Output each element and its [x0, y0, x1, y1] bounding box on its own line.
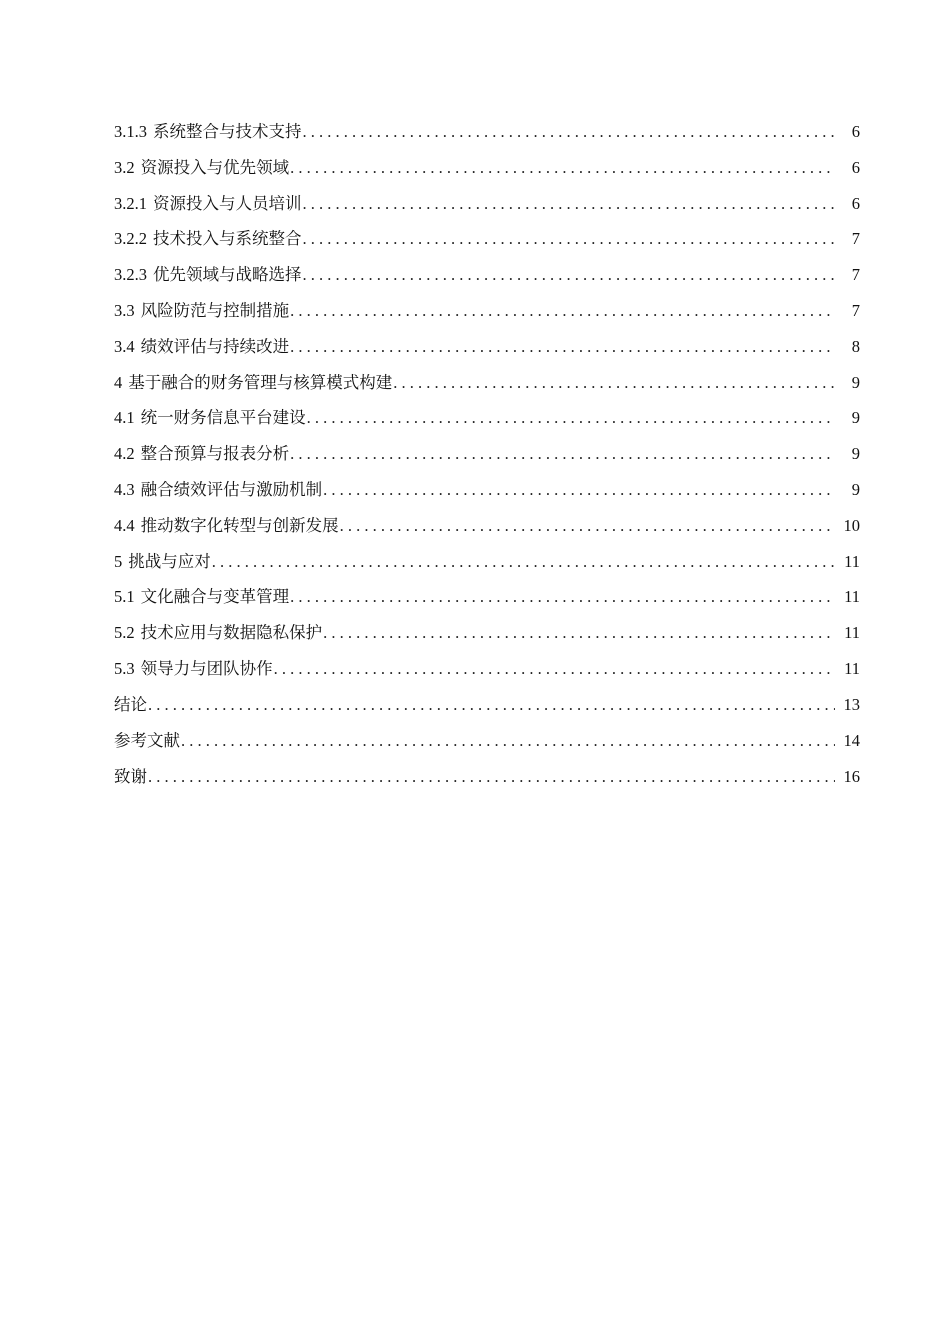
toc-dot-leader	[274, 651, 835, 687]
toc-entry-number: 5.2	[114, 623, 135, 643]
toc-entry-number: 4.3	[114, 479, 135, 499]
toc-dot-leader	[340, 508, 835, 544]
toc-entry-title: 参考文献	[114, 730, 180, 750]
toc-entry-title: 挑战与应对	[128, 551, 211, 571]
toc-entry-number: 4.4	[114, 515, 135, 535]
toc-entry[interactable]	[114, 544, 860, 580]
toc-entry[interactable]	[114, 472, 860, 508]
toc-entry-page: 9	[851, 479, 860, 499]
toc-entry-page: 10	[843, 515, 860, 535]
toc-entry-number: 3.4	[114, 336, 135, 356]
toc-entry-page: 6	[851, 193, 860, 213]
toc-entry-number: 4.1	[114, 408, 135, 428]
toc-entry-title: 资源投入与优先领域	[140, 157, 290, 177]
toc-dot-leader	[290, 150, 835, 186]
toc-entry-page: 7	[851, 229, 860, 249]
toc-dot-leader	[303, 257, 836, 293]
toc-entry-title: 推动数字化转型与创新发展	[140, 515, 339, 535]
toc-entry-title: 基于融合的财务管理与核算模式构建	[128, 372, 393, 392]
toc-entry-title: 技术应用与数据隐私保护	[140, 623, 323, 643]
toc-entry[interactable]	[114, 150, 860, 186]
toc-entry[interactable]	[114, 615, 860, 651]
toc-entry-page: 7	[851, 265, 860, 285]
toc-dot-leader	[303, 114, 836, 150]
toc-dot-leader	[303, 186, 836, 222]
toc-entry-page: 11	[844, 623, 860, 643]
toc-entry-page: 11	[844, 551, 860, 571]
toc-entry-page: 16	[843, 767, 860, 787]
toc-dot-leader	[212, 544, 835, 580]
toc-entry-page: 8	[851, 336, 860, 356]
toc-entry-title: 系统整合与技术支持	[153, 122, 302, 141]
toc-entry-page: 13	[843, 694, 860, 714]
toc-entry-number: 3.3	[114, 300, 135, 320]
toc-entry-title: 优先领域与战略选择	[153, 265, 302, 285]
toc-entry[interactable]	[114, 365, 860, 401]
toc-entry-title: 领导力与团队协作	[140, 658, 273, 678]
toc-entry-number: 4.2	[114, 444, 135, 464]
toc-entry[interactable]	[114, 293, 860, 329]
toc-entry-title: 整合预算与报表分析	[140, 444, 290, 464]
toc-entry-number: 3.2.1	[114, 193, 147, 213]
toc-entry[interactable]	[114, 687, 860, 723]
toc-entry-title: 融合绩效评估与激励机制	[140, 479, 323, 499]
toc-dot-leader	[148, 758, 835, 795]
toc-entry[interactable]	[114, 186, 860, 222]
toc-entry-page: 9	[851, 444, 860, 464]
table-of-contents	[114, 114, 860, 795]
toc-entry-number: 3.2.3	[114, 265, 147, 285]
toc-entry-title: 文化融合与变革管理	[140, 587, 290, 607]
toc-entry-title: 统一财务信息平台建设	[140, 408, 306, 428]
toc-dot-leader	[290, 436, 835, 472]
toc-entry-number: 3.2	[114, 157, 135, 177]
toc-entry[interactable]	[114, 114, 860, 150]
toc-entry-page: 6	[851, 122, 860, 141]
toc-entry-title: 风险防范与控制措施	[140, 300, 290, 320]
toc-entry[interactable]	[114, 329, 860, 365]
toc-entry-number: 5.1	[114, 587, 135, 607]
toc-entry-page: 9	[851, 372, 860, 392]
toc-entry-title: 技术投入与系统整合	[153, 229, 302, 249]
toc-entry-page: 6	[851, 157, 860, 177]
toc-entry-page: 14	[843, 730, 860, 750]
toc-dot-leader	[181, 723, 835, 759]
toc-entry-title: 致谢	[114, 767, 147, 787]
toc-dot-leader	[393, 365, 835, 401]
toc-entry[interactable]	[114, 758, 860, 795]
toc-dot-leader	[290, 579, 835, 615]
toc-dot-leader	[290, 293, 835, 329]
toc-entry-number: 5	[114, 551, 123, 571]
toc-entry[interactable]	[114, 723, 860, 759]
toc-entry-title: 绩效评估与持续改进	[140, 336, 290, 356]
toc-entry-page: 9	[851, 408, 860, 428]
toc-entry[interactable]	[114, 257, 860, 293]
toc-entry-number: 3.2.2	[114, 229, 147, 249]
toc-entry-number: 5.3	[114, 658, 135, 678]
toc-entry-page: 11	[844, 658, 860, 678]
toc-dot-leader	[307, 400, 835, 436]
toc-entry-title: 资源投入与人员培训	[153, 193, 302, 213]
toc-entry-page: 7	[851, 300, 860, 320]
toc-entry[interactable]	[114, 436, 860, 472]
toc-dot-leader	[148, 687, 835, 723]
toc-entry[interactable]	[114, 508, 860, 544]
toc-entry[interactable]	[114, 400, 860, 436]
toc-dot-leader	[303, 221, 836, 257]
toc-entry-number: 4	[114, 372, 123, 392]
toc-dot-leader	[290, 329, 835, 365]
toc-entry-title: 结论	[114, 694, 147, 714]
toc-entry[interactable]	[114, 221, 860, 257]
toc-dot-leader	[323, 472, 835, 508]
toc-entry[interactable]	[114, 579, 860, 615]
toc-entry-number: 3.1.3	[114, 122, 147, 141]
toc-entry-page: 11	[844, 587, 860, 607]
toc-entry[interactable]	[114, 651, 860, 687]
toc-dot-leader	[323, 615, 835, 651]
